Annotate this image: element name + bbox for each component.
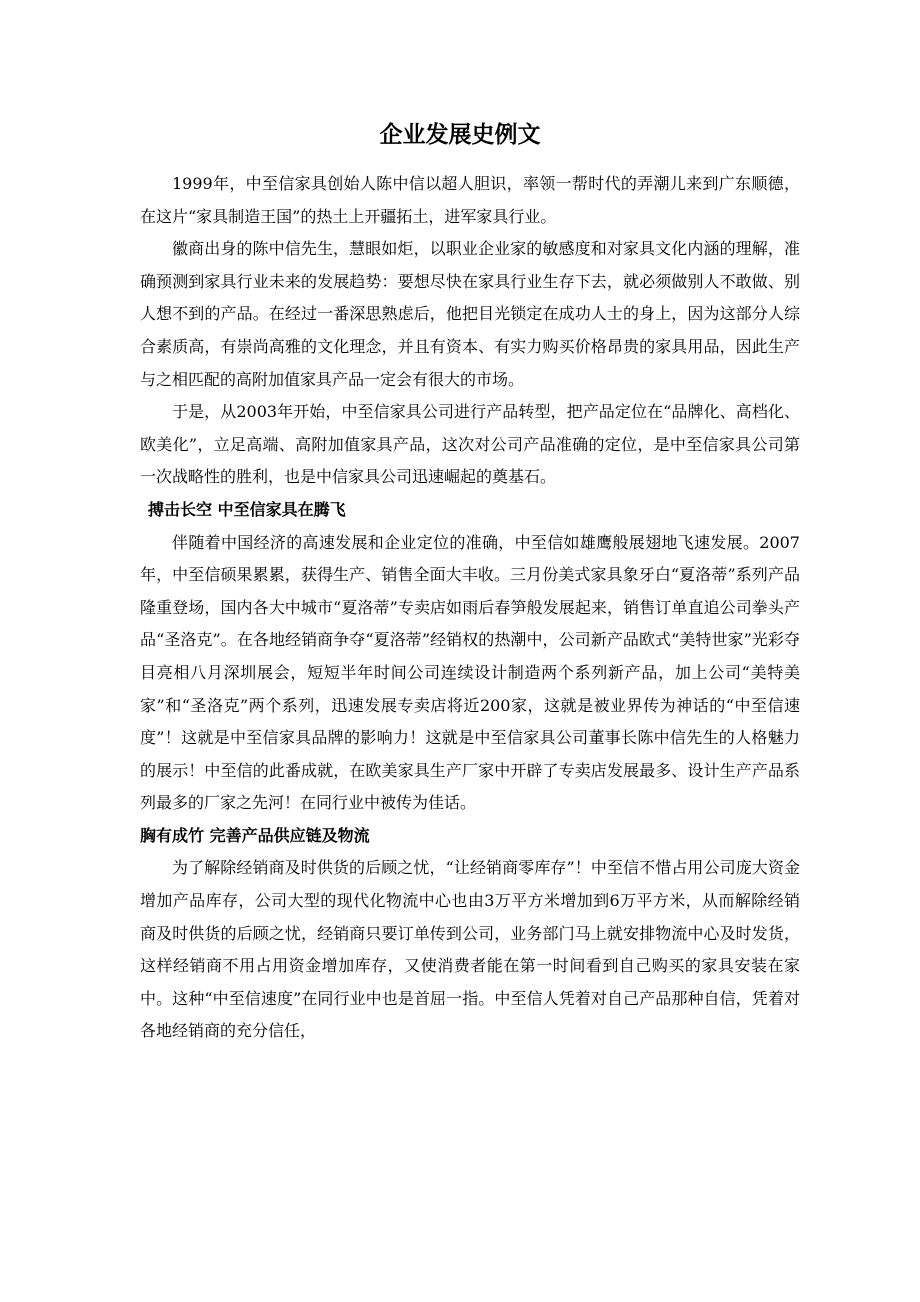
paragraph-vision: 徽商出身的陈中信先生，慧眼如炬，以职业企业家的敏感度和对家具文化内涵的理解，准确预测到家具行业未来的发展趋势：要想尽快在家具行业生存下去，就必须做别人不敢做、别人想不到的产品。在经过一番深思熟虑后，他把目光锁定在成功人士的身上，因为这部分人综合素质高，有崇尚高雅的文化理念，并且有资本、有实力购买价格昂贵的家具用品，因此生产与之相匹配的高附加值家具产品一定会有很大的市场。 [140,239,800,389]
document-title: 企业发展史例文 [379,121,541,148]
section-heading-supply-chain: 胸有成竹 完善产品供应链及物流 [140,825,370,845]
paragraph-transformation: 于是，从2003年开始，中至信家具公司进行产品转型，把产品定位在“品牌化、高档化、欧美化”，立足高端、高附加值家具产品，这次对公司产品准确的定位，是中至信家具公司第一次战略性的胜利，也是中信家具公司迅速崛起的奠基石。 [140,402,800,487]
paragraph-supply-chain: 为了解除经销商及时供货的后顾之忧，“让经销商零库存”！中至信不惜占用公司庞大资金增加产品库存，公司大型的现代化物流中心也由3万平方米增加到6万平方米，从而解除经销商及时供货的后顾之忧，经销商只要订单传到公司，业务部门马上就安排物流中心及时发货，这样经销商不用占用资金增加库存，又使消费者能在第一时间看到自己购买的家具安装在家中。这种“中至信速度”在同行业中也是首屈一指。中至信人凭着对自己产品那种自信，凭着对各地经销商的充分信任， [140,858,800,1041]
paragraph-founding: 1999年，中至信家具创始人陈中信以超人胆识，率领一帮时代的弄潮儿来到广东顺德，在这片“家具制造王国”的热土上开疆拓土，进军家具行业。 [140,174,800,226]
section-heading-soaring: 搏击长空 中至信家具在腾飞 [148,499,346,519]
document-body [140,168,800,1048]
paragraph-soaring: 伴随着中国经济的高速发展和企业定位的准确，中至信如雄鹰般展翅地飞速发展。2007年，中至信硕果累累，获得生产、销售全面大丰收。三月份美式家具象牙白“夏洛蒂”系列产品隆重登场，国内各大中城市“夏洛蒂”专卖店如雨后春笋般发展起来，销售订单直追公司拳头产品“圣洛克”。在各地经销商争夺“夏洛蒂”经销权的热潮中，公司新产品欧式“美特世家”光彩夺目亮相八月深圳展会，短短半年时间公司连续设计制造两个系列新产品，加上公司“美特美家”和“圣洛克”两个系列，迅速发展专卖店将近200家，这就是被业界传为神话的“中至信速度”！这就是中至信家具品牌的影响力！这就是中至信家具公司董事长陈中信先生的人格魅力的展示！中至信的此番成就，在欧美家具生产厂家中开辟了专卖店发展最多、设计生产产品系列最多的厂家之先河！在同行业中被传为佳话。 [140,532,800,813]
